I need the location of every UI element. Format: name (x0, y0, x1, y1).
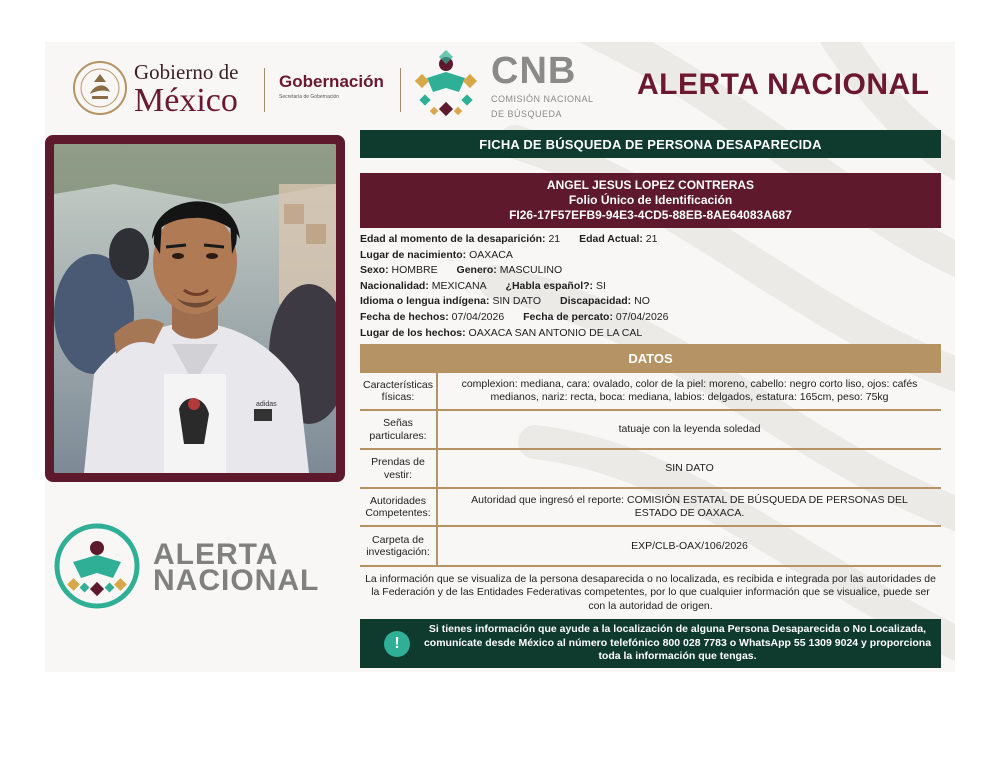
gobernacion-logo (279, 72, 384, 100)
person-photo (54, 144, 336, 473)
person-info-block (360, 232, 941, 341)
lugar-nacimiento-label: Lugar de nacimiento: (360, 248, 467, 261)
row-label: Señas particulares: (360, 411, 438, 448)
search-sheet (45, 42, 955, 672)
sexo-label: Sexo: (360, 264, 389, 277)
alerta-nacional-logo-icon (53, 522, 141, 610)
gobierno-mexico-logo (72, 60, 272, 119)
datos-table (360, 373, 941, 567)
row-label: Prendas de vestir: (360, 450, 438, 487)
nacionalidad-value: MEXICANA (431, 279, 487, 292)
table-row (360, 450, 941, 489)
info-row (360, 310, 941, 326)
fecha-hechos-value: 07/04/2026 (451, 310, 505, 323)
idioma-label: Idioma o lengua indígena: (360, 295, 490, 308)
mexico-text: México (134, 82, 238, 119)
edad-actual-label: Edad Actual: (579, 233, 643, 245)
cnb-line1: COMISIÓN NACIONAL (491, 94, 594, 104)
habla-espanol-value: SI (595, 279, 606, 292)
disclaimer-text: La información que se visualiza de la persona desaparecida o no localizada, es recibida e integrada por las autoridades de la Federación y de las Entidades Federativas competentes, por lo que cualquier información que se visualice, puede ser con la autoridad de origen. (365, 573, 936, 612)
ficha-title-bar (360, 130, 941, 158)
info-row (360, 294, 941, 310)
lugar-hechos-label: Lugar de los hechos: (360, 326, 466, 339)
nacionalidad-label: Nacionalidad: (360, 279, 429, 292)
info-row (360, 326, 941, 342)
row-value: SIN DATO (665, 462, 714, 474)
cnb-logo-icon (413, 48, 479, 120)
genero-value: MASCULINO (499, 264, 563, 277)
info-row (360, 248, 941, 264)
header-divider (400, 68, 401, 112)
person-photo-illustration (54, 144, 336, 473)
edad-desaparicion-value: 21 (548, 233, 561, 245)
info-row (360, 232, 941, 248)
fecha-percato-label: Fecha de percato: (523, 310, 613, 323)
gobernacion-text: Gobernación (279, 72, 384, 91)
brand-line2: NACIONAL (153, 564, 320, 597)
table-row (360, 411, 941, 450)
cnb-text: CNB (491, 50, 577, 92)
row-value: EXP/CLB-OAX/106/2026 (631, 539, 748, 552)
info-row (360, 263, 941, 279)
brand-line1: ALERTA (153, 538, 279, 571)
lugar-nacimiento-value: OAXACA (469, 248, 513, 261)
alert-icon: ! (384, 631, 410, 657)
cnb-wordmark (491, 52, 594, 120)
cnb-line2: DE BÚSQUEDA (491, 109, 563, 119)
edad-actual-value: 21 (645, 233, 658, 245)
fecha-percato-value: 07/04/2026 (615, 310, 669, 323)
alerta-nacional-wordmark (153, 538, 320, 597)
table-row (360, 527, 941, 567)
discapacidad-label: Discapacidad: (559, 295, 632, 308)
edad-desaparicion-label: Edad al momento de la desaparición: (360, 233, 546, 245)
contact-text: Si tienes información que ayude a la localización de alguna Persona Desaparecida o No Localizada, comunícate desde México al número telefónico 800 028 7783 o WhatsApp 55 1309 9024 y proporciona toda la información que tengas. (423, 623, 932, 663)
lugar-hechos-value: OAXACA SAN ANTONIO DE LA CAL (468, 326, 643, 339)
gobierno-de-text: Gobierno de (134, 60, 239, 84)
table-row (360, 373, 941, 411)
row-label: Características físicas: (360, 373, 438, 409)
folio-value: FI26-17F57EFB9-94E3-4CD5-88EB-8AE64083A687 (509, 208, 792, 222)
person-photo-frame (45, 135, 345, 482)
sexo-value: HOMBRE (391, 264, 438, 277)
contact-banner (360, 619, 941, 668)
page-title: ALERTA NACIONAL (637, 68, 930, 101)
folio-label: Folio Único de Identificación (568, 193, 733, 207)
row-value: tatuaje con la leyenda soledad (618, 423, 761, 435)
datos-title-bar (360, 344, 941, 373)
row-value: complexion: mediana, cara: ovalado, color de la piel: moreno, cabello: negro corto liso, ojos: cafés medianos, nariz: recta, boca: mediana, labios: delgados, estatura: 165cm, peso: 75kg (461, 378, 918, 403)
person-name: ANGEL JESUS LOPEZ CONTRERAS (546, 178, 755, 192)
info-row (360, 279, 941, 295)
fecha-hechos-label: Fecha de hechos: (360, 310, 449, 323)
row-label: Autoridades Competentes: (360, 489, 438, 525)
habla-espanol-label: ¿Habla español?: (505, 279, 594, 292)
row-label: Carpeta de investigación: (360, 527, 438, 565)
person-identity-bar (360, 173, 941, 228)
table-row (360, 489, 941, 527)
ficha-title: FICHA DE BÚSQUEDA DE PERSONA DESAPARECIDA (479, 136, 822, 152)
genero-label: Genero: (456, 264, 497, 277)
shirt-logo-text: adidas (256, 401, 277, 408)
national-seal-icon (72, 60, 128, 116)
header-divider (264, 68, 265, 112)
datos-title: DATOS (628, 351, 673, 366)
idioma-value: SIN DATO (492, 295, 542, 308)
discapacidad-value: NO (634, 295, 650, 308)
row-value: Autoridad que ingresó el reporte: COMISIÓN ESTATAL DE BÚSQUEDA DE PERSONAS DEL ESTADO DE OAXACA. (471, 494, 908, 519)
gobernacion-subtext: Secretaría de Gobernación (279, 94, 340, 100)
